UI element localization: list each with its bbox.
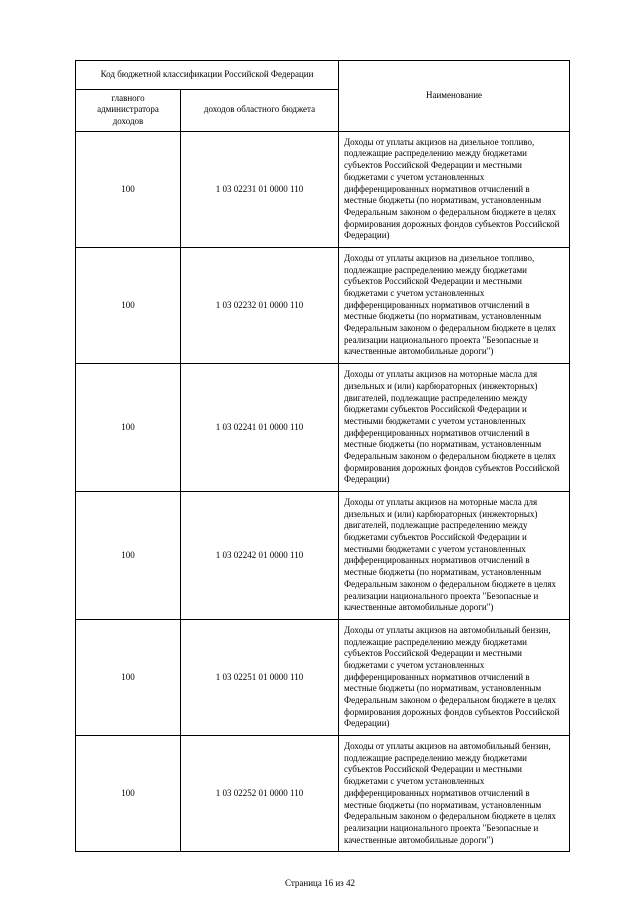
admin-code-cell: 100 [76,619,181,735]
income-name-cell: Доходы от уплаты акцизов на автомобильный бензин, подлежащие распределению между бюджетами субъектов Российской Федерации и местными бюджетами с учетом установленных дифференцированных нормативов отчислений в местные бюджеты (по нормативам, установленным Федеральным законом о федеральном бюджете в целях формирования дорожных фондов субъектов Российской Федерации) [339,619,570,735]
admin-code-cell: 100 [76,364,181,492]
budget-code-cell: 1 03 02242 01 0000 110 [181,492,339,620]
table-row [76,619,570,735]
budget-code-cell: 1 03 02241 01 0000 110 [181,364,339,492]
budget-code-cell: 1 03 02232 01 0000 110 [181,247,339,363]
table-row [76,131,570,247]
admin-code-cell: 100 [76,131,181,247]
table-header-group-row [76,61,570,90]
admin-code-cell: 100 [76,736,181,852]
table-row [76,247,570,363]
income-name-cell: Доходы от уплаты акцизов на автомобильный бензин, подлежащие распределению между бюджетами субъектов Российской Федерации и местными бюджетами с учетом установленных дифференцированных нормативов отчислений в местные бюджеты (по нормативам, установленным Федеральным законом о федеральном бюджете в целях реализации национального проекта "Безопасные и качественные автомобильные дороги") [339,736,570,852]
header-budget-code-group: Код бюджетной классификации Российской Федерации [76,61,339,90]
header-regional-income-column: доходов областного бюджета [181,89,339,131]
budget-code-cell: 1 03 02231 01 0000 110 [181,131,339,247]
header-name-column: Наименование [339,61,570,132]
budget-code-cell: 1 03 02252 01 0000 110 [181,736,339,852]
budget-classification-table [75,60,570,852]
admin-code-cell: 100 [76,247,181,363]
table-row [76,492,570,620]
page-number-indicator: Страница 16 из 42 [285,878,355,888]
income-name-cell: Доходы от уплаты акцизов на дизельное топливо, подлежащие распределению между бюджетами субъектов Российской Федерации и местными бюджетами с учетом установленных дифференцированных нормативов отчислений в местные бюджеты (по нормативам, установленным Федеральным законом о федеральном бюджете в целях формирования дорожных фондов субъектов Российской Федерации) [339,131,570,247]
table-row [76,364,570,492]
admin-code-cell: 100 [76,492,181,620]
header-admin-column: главного администратора доходов [76,89,181,131]
table-row [76,736,570,852]
budget-code-cell: 1 03 02251 01 0000 110 [181,619,339,735]
income-name-cell: Доходы от уплаты акцизов на моторные масла для дизельных и (или) карбюраторных (инжекторных) двигателей, подлежащие распределению между бюджетами субъектов Российской Федерации и местными бюджетами с учетом установленных дифференцированных нормативов отчислений в местные бюджеты (по нормативам, установленным Федеральным законом о федеральном бюджете в целях формирования дорожных фондов субъектов Российской Федерации) [339,364,570,492]
income-name-cell: Доходы от уплаты акцизов на дизельное топливо, подлежащие распределению между бюджетами субъектов Российской Федерации и местными бюджетами с учетом установленных дифференцированных нормативов отчислений в местные бюджеты (по нормативам, установленным Федеральным законом о федеральном бюджете в целях реализации национального проекта "Безопасные и качественные автомобильные дороги") [339,247,570,363]
income-name-cell: Доходы от уплаты акцизов на моторные масла для дизельных и (или) карбюраторных (инжекторных) двигателей, подлежащие распределению между бюджетами субъектов Российской Федерации и местными бюджетами с учетом установленных дифференцированных нормативов отчислений в местные бюджеты (по нормативам, установленным Федеральным законом о федеральном бюджете в целях реализации национального проекта "Безопасные и качественные автомобильные дороги") [339,492,570,620]
